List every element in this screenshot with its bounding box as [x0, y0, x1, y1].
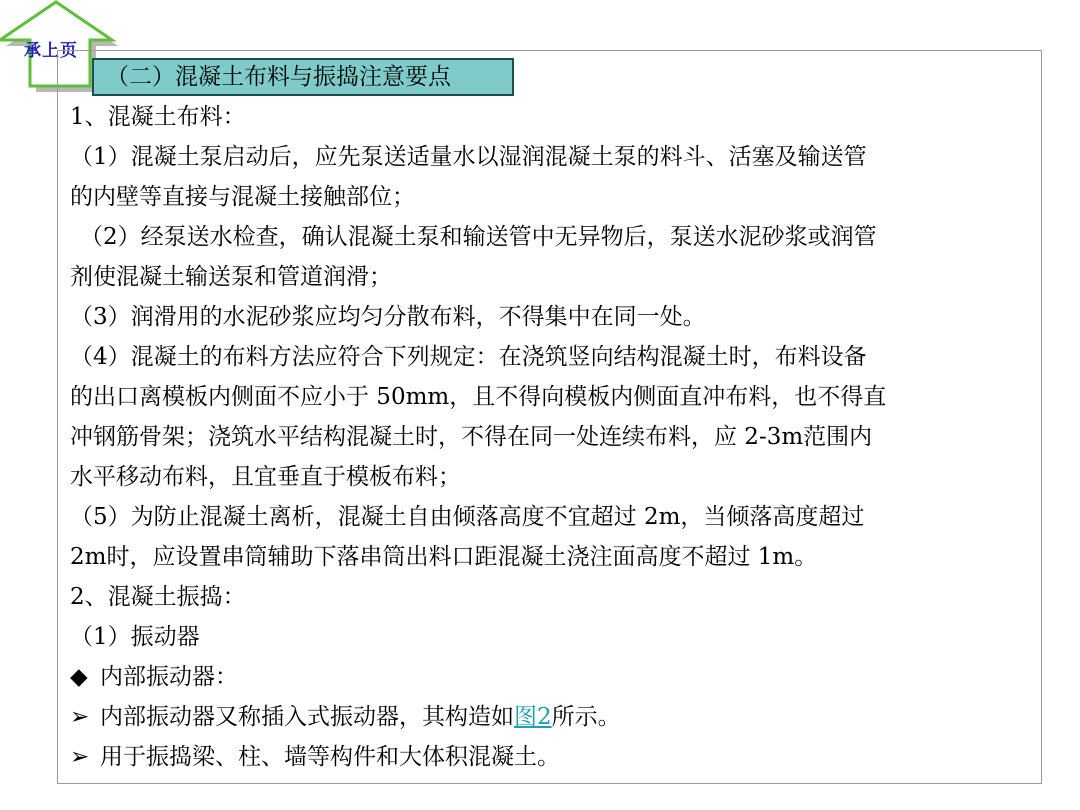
arrow-bullet-icon: ➢ — [70, 744, 90, 770]
paragraph-line: （2）经泵送水检查，确认混凝土泵和输送管中无异物后，泵送水泥砂浆或润管 — [80, 224, 877, 250]
paragraph-line: （4）混凝土的布料方法应符合下列规定：在浇筑竖向结构混凝土时，布料设备 — [70, 344, 867, 370]
bullet-item-usage — [70, 742, 560, 772]
section-title: （二）混凝土布料与振捣注意要点 — [92, 58, 514, 96]
bullet-item-internal-vibrator — [70, 662, 238, 692]
paragraph-line: 的出口离模板内侧面不应小于 50mm，且不得向模板内侧面直冲布料，也不得直 — [70, 384, 887, 410]
figure-2-link[interactable]: 图2 — [514, 704, 552, 730]
paragraph-line: （1）振动器 — [70, 624, 200, 650]
heading-concrete-vibration: 2、混凝土振捣： — [70, 584, 246, 610]
paragraph-line: （3）润滑用的水泥砂浆应均匀分散布料，不得集中在同一处。 — [70, 304, 706, 330]
heading-concrete-placement: 1、混凝土布料： — [70, 104, 246, 130]
bullet-text: 用于振捣梁、柱、墙等构件和大体积混凝土。 — [100, 744, 560, 770]
paragraph-line: 冲钢筋骨架；浇筑水平结构混凝土时，不得在同一处连续布料，应 2-3m范围内 — [70, 424, 873, 450]
bullet-text: 内部振动器： — [100, 664, 238, 690]
previous-page-label: 承上页 — [24, 41, 78, 61]
diamond-bullet-icon: ◆ — [70, 664, 88, 690]
paragraph-line: 的内壁等直接与混凝土接触部位； — [70, 184, 415, 210]
paragraph-line: 剂使混凝土输送泵和管道润滑； — [70, 264, 392, 290]
paragraph-line: （5）为防止混凝土离析，混凝土自由倾落高度不宜超过 2m，当倾落高度超过 — [70, 504, 865, 530]
paragraph-line: 水平移动布料，且宜垂直于模板布料； — [70, 464, 461, 490]
bullet-text: 所示。 — [551, 704, 621, 730]
paragraph-line: 2m时，应设置串筒辅助下落串筒出料口距混凝土浇注面高度不超过 1m。 — [70, 544, 818, 570]
bullet-text: 内部振动器又称插入式振动器，其构造如 — [100, 704, 514, 730]
paragraph-line: （1）混凝土泵启动后，应先泵送适量水以湿润混凝土泵的料斗、活塞及输送管 — [70, 144, 867, 170]
arrow-bullet-icon: ➢ — [70, 704, 90, 730]
bullet-item-structure — [70, 702, 621, 732]
